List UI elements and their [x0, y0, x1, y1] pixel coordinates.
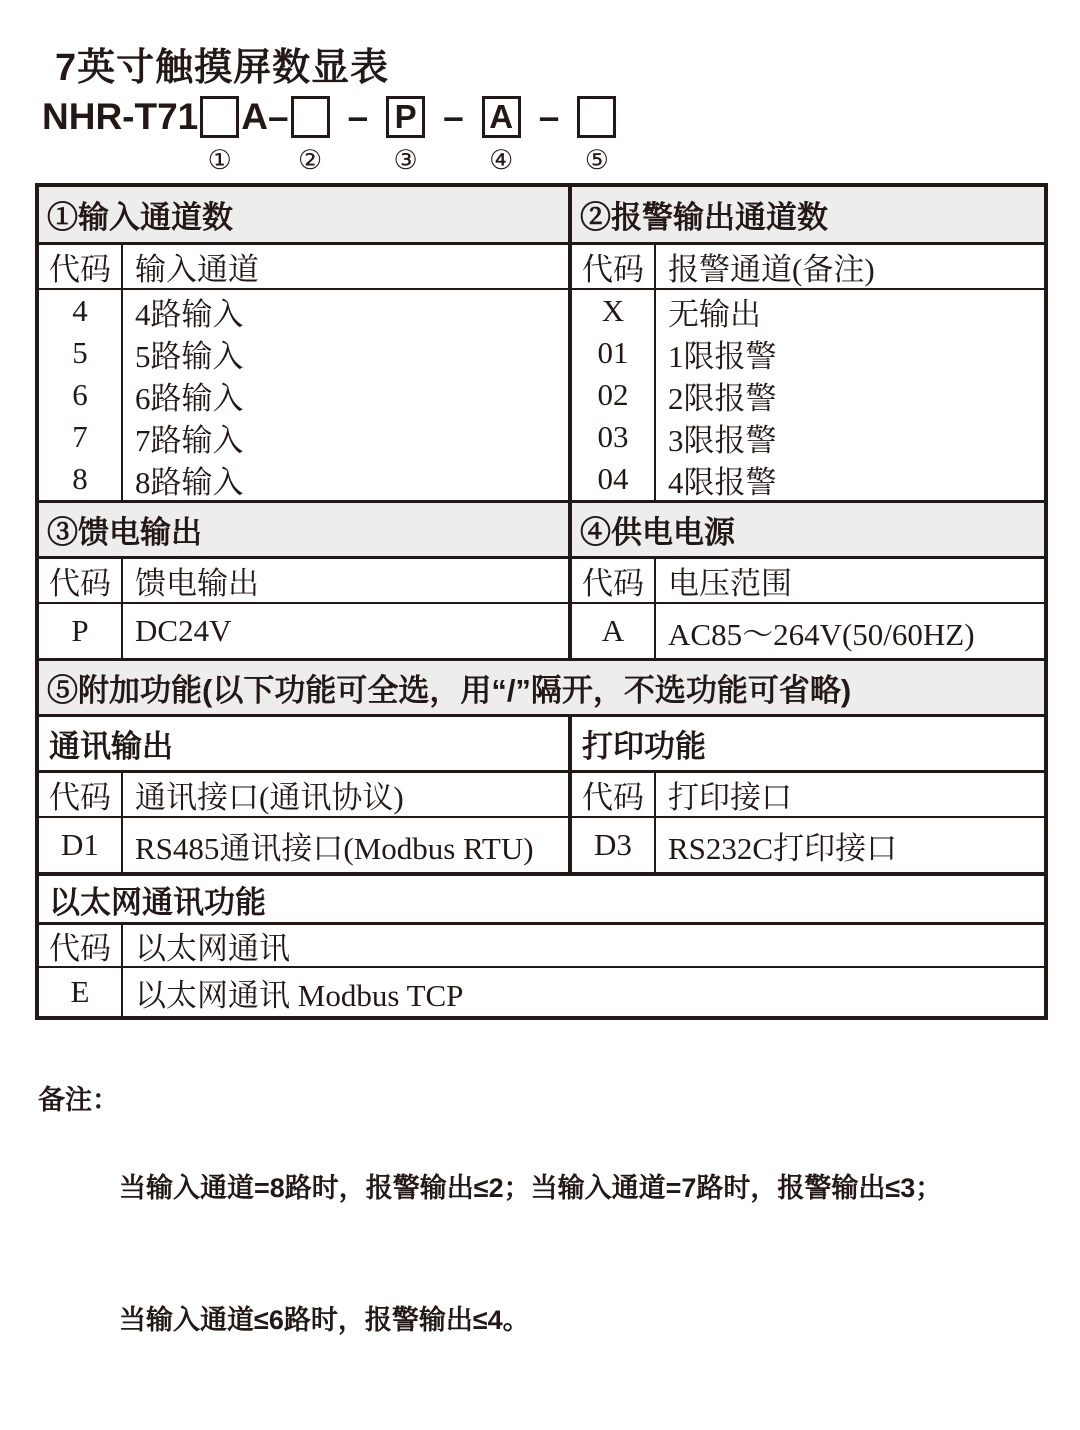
- footnote-text: [119, 1078, 942, 1430]
- column-header-row-5: [39, 770, 1044, 816]
- page-title: 7英寸触摸屏数显表: [55, 47, 390, 89]
- model-code-line: [42, 92, 618, 175]
- model-segment-3: [386, 92, 425, 175]
- circled-number-5: ⑤: [584, 145, 609, 175]
- model-box-3: P: [386, 96, 425, 138]
- s1-code: 4: [72, 293, 88, 328]
- section1-header: ①输入通道数: [47, 200, 233, 235]
- s3-code: P: [39, 604, 123, 658]
- s2-desc: 2限报警: [668, 380, 777, 416]
- footnote: [38, 1078, 942, 1430]
- section-header-row-2: [39, 500, 1044, 556]
- ethernet-title: 以太网通讯功能: [49, 884, 266, 920]
- footnote-line-2: 当输入通道≤6路时，报警输出≤4。: [119, 1305, 530, 1335]
- s2-desc: 3限报警: [668, 422, 777, 458]
- s2-desc: 4限报警: [668, 464, 777, 500]
- s2-code: 02: [597, 377, 629, 412]
- s2-code-header: 代码: [572, 245, 656, 288]
- s3-desc: DC24V: [135, 613, 232, 648]
- ethernet-desc-header: 以太网通讯: [135, 931, 290, 966]
- s2-code: 01: [597, 335, 629, 370]
- s3-desc-header: 馈电输出: [135, 566, 259, 601]
- s3-code-header: 代码: [39, 559, 123, 602]
- s1-code-header: 代码: [39, 245, 123, 288]
- comm-desc: RS485通讯接口(Modbus RTU): [135, 830, 534, 866]
- section2-header: ②报警输出通道数: [580, 200, 828, 235]
- s2-desc-column: [656, 290, 1044, 500]
- s1-code-column: [39, 290, 123, 500]
- ethernet-desc: 以太网通讯 Modbus TCP: [135, 977, 464, 1013]
- comm-desc-header: 通讯接口(通讯协议): [135, 780, 404, 815]
- model-box-5: [577, 96, 616, 138]
- s1-desc: 8路输入: [135, 464, 244, 500]
- s1-code: 7: [72, 419, 88, 454]
- circled-number-1: ①: [207, 145, 232, 175]
- s2-code: X: [601, 293, 625, 328]
- model-segment-2: [291, 92, 330, 175]
- model-segment-1: [200, 92, 239, 175]
- comm-code-header: 代码: [39, 773, 123, 816]
- data-row: [39, 966, 1044, 1016]
- ethernet-code-header: 代码: [39, 925, 123, 966]
- s1-code: 5: [72, 335, 88, 370]
- model-box-2: [291, 96, 330, 138]
- s2-desc: 1限报警: [668, 338, 777, 374]
- circled-number-4: ④: [489, 145, 514, 175]
- ethernet-header-row: [39, 922, 1044, 966]
- s2-code: 03: [597, 419, 629, 454]
- data-row: [39, 602, 1044, 658]
- section4-header: ④供电电源: [580, 515, 735, 550]
- comm-code: D1: [39, 818, 123, 872]
- ethernet-code: E: [39, 968, 123, 1016]
- s4-code: A: [572, 604, 656, 658]
- circled-number-2: ②: [297, 145, 323, 175]
- data-row: [39, 816, 1044, 872]
- ordering-table: [35, 183, 1048, 1020]
- s1-code: 6: [72, 377, 88, 412]
- s2-code-column: [572, 290, 656, 500]
- footnote-line-1: 当输入通道=8路时，报警输出≤2；当输入通道=7路时，报警输出≤3；: [119, 1173, 943, 1203]
- print-desc: RS232C打印接口: [668, 830, 898, 866]
- model-box-1: [200, 96, 239, 138]
- model-separator-3: –: [443, 96, 464, 137]
- section-header-row-1: [39, 187, 1044, 242]
- s1-code: 8: [72, 461, 88, 496]
- s1-desc: 7路输入: [135, 422, 244, 458]
- s4-desc-header: 电压范围: [668, 566, 792, 601]
- print-code-header: 代码: [572, 773, 656, 816]
- section5-header: ⑤附加功能(以下功能可全选，用“/”隔开，不选功能可省略): [47, 673, 852, 708]
- model-prefix: NHR-T71: [42, 96, 199, 137]
- s2-desc-header: 报警通道(备注): [668, 252, 875, 287]
- model-separator-4: –: [538, 96, 560, 137]
- print-title: 打印功能: [582, 729, 706, 764]
- column-header-row-1: [39, 242, 1044, 288]
- s4-desc: AC85～264V(50/60HZ): [668, 616, 975, 652]
- print-desc-header: 打印接口: [668, 780, 792, 815]
- s4-code-header: 代码: [572, 559, 656, 602]
- model-separator-2: –: [347, 96, 369, 137]
- model-separator-1: A–: [241, 96, 289, 137]
- model-segment-5: [577, 92, 616, 175]
- model-segment-4: [482, 92, 521, 175]
- section3-header: ③馈电输出: [47, 515, 202, 550]
- s1-desc: 5路输入: [135, 338, 244, 374]
- subsection-title-row: [39, 714, 1044, 770]
- column-header-row-2: [39, 556, 1044, 602]
- s1-desc: 4路输入: [135, 296, 244, 332]
- s1-desc-header: 输入通道: [135, 252, 259, 287]
- data-row-block: [39, 288, 1044, 500]
- s1-desc-column: [123, 290, 568, 500]
- s2-code: 04: [597, 461, 629, 496]
- print-code: D3: [572, 818, 656, 872]
- s1-desc: 6路输入: [135, 380, 244, 416]
- comm-title: 通讯输出: [49, 729, 173, 764]
- s2-desc: 无输出: [668, 296, 761, 332]
- model-box-4: A: [482, 96, 521, 138]
- ethernet-title-row: [39, 872, 1044, 922]
- footnote-label: 备注：: [38, 1085, 119, 1115]
- section-header-row-5: [39, 658, 1044, 714]
- circled-number-3: ③: [393, 145, 418, 175]
